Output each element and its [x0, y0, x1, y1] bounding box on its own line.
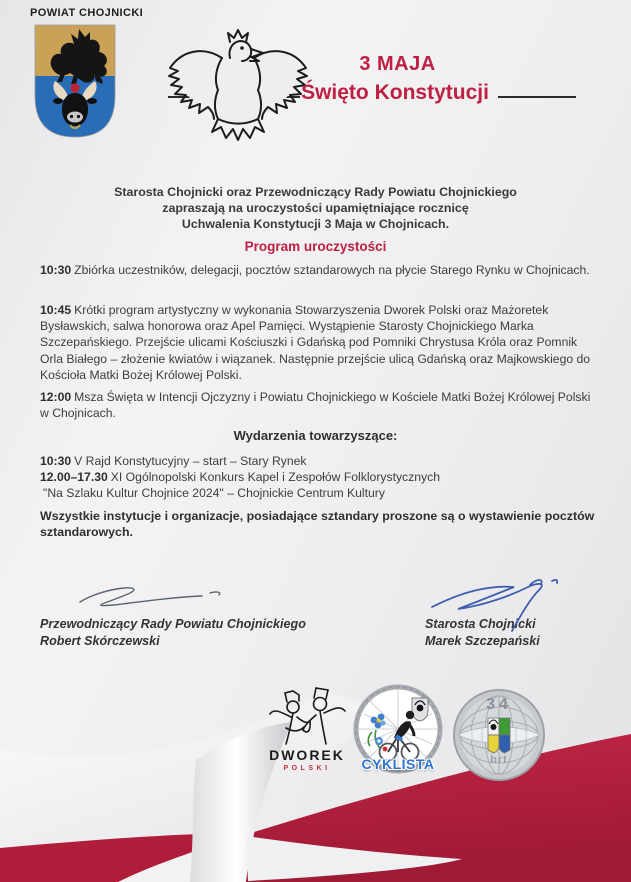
cyklista-logo-text: CYKLISTA [361, 756, 435, 772]
side-event-item [40, 485, 620, 501]
intro-line: zapraszają na uroczystości upamiętniające rocznicę [162, 201, 469, 215]
side-event-item [40, 453, 620, 469]
unit-suffix-text: brt [490, 754, 508, 766]
dworek-logo-text: DWOREK [269, 747, 345, 763]
signature-left-handwriting [72, 582, 257, 616]
program-item-text: Krótki program artystyczny w wykonania Stowarzyszenia Dworek Polski oraz Mażoretek Bysławskich, salwa honorowa oraz Apel Pamięci. Wystąpienie Starosty Chojnickiego Marka Szczepańskiego. Przejście ulicami Kościuszki i Gdańską pod Pomniki Chrystusa Króla oraz Pomnik Orla Białego – złożenie kwiatów i wiązanek. Następnie przejście ulicą Gdańską oraz Majkowskiego do Kościoła Matki Bożej Królowej Polski. [40, 303, 591, 382]
event-date-title: 3 MAJA [359, 53, 436, 75]
side-event-text: V Rajd Konstytucyjny – start – Stary Rynek [74, 454, 307, 468]
signature-left-block [40, 616, 306, 649]
folk-dancers-icon [263, 686, 351, 746]
program-item-time: 10:45 [40, 303, 72, 317]
dworek-polski-logo [263, 686, 351, 772]
event-name-title: Święto Konstytucji [301, 81, 489, 104]
signature-left-name: Robert Skórczewski [40, 633, 160, 648]
program-item [40, 302, 596, 383]
side-events-heading: Wydarzenia towarzyszące: [233, 428, 398, 443]
program-item-text: Zbiórka uczestników, delegacji, pocztów sztandarowych na płycie Starego Rynku w Chojnicach. [74, 263, 590, 277]
flag-bearers-note: Wszystkie instytucje i organizacje, posiadające sztandary proszone są o wystawienie pocztów sztandarowych. [40, 509, 595, 540]
county-label: POWIAT CHOJNICKI [30, 7, 144, 19]
unit-number-text: 34 [486, 696, 512, 713]
signature-right-title: Starosta Chojnicki [425, 617, 536, 631]
signature-left-title: Przewodniczący Rady Powiatu Chojnickiego [40, 617, 306, 631]
cyklista-club-logo [352, 684, 444, 780]
intro-line: Starosta Chojnicki oraz Przewodniczący Rady Powiatu Chojnickiego [114, 185, 517, 199]
side-event-time: 12.00–17.30 [40, 470, 108, 484]
program-item [40, 389, 596, 421]
program-item-text: Msza Święta w Intencji Ojczyzny i Powiatu Chojnickiego w Kościele Matki Bożej Królowej Polski w Chojnicach. [40, 390, 591, 421]
side-event-text: XI Ogólnopolski Konkurs Kapel i Zespołów Folklorystycznych [110, 470, 440, 484]
county-coat-of-arms-icon [34, 24, 116, 138]
signature-right-name: Marek Szczepański [425, 633, 540, 648]
program-item-time: 12:00 [40, 390, 72, 404]
program-item [40, 262, 596, 278]
program-heading: Program uroczystości [244, 239, 387, 254]
side-event-time: 10:30 [40, 454, 72, 468]
side-event-item [40, 469, 620, 485]
program-item-time: 10:30 [40, 263, 72, 277]
signature-right-handwriting [424, 575, 574, 637]
dworek-logo-subtext: POLSKI [283, 765, 331, 772]
intro-line: Uchwalenia Konstytucji 3 Maja w Chojnicach. [181, 217, 450, 231]
invitation-intro [38, 184, 593, 232]
side-event-text: "Na Szlaku Kultur Chojnice 2024" – Chojnickie Centrum Kultury [43, 486, 385, 500]
military-unit-34brt-logo [452, 688, 546, 782]
